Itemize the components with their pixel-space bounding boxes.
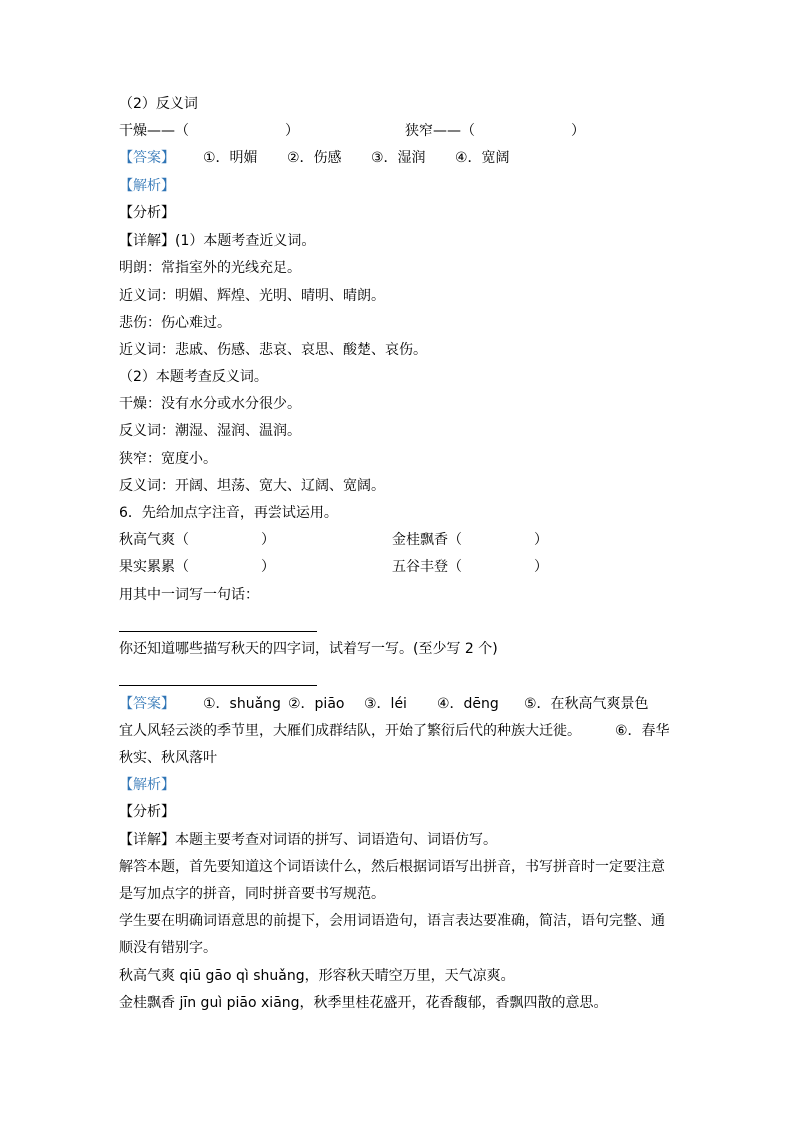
detail-line: 解答本题，首先要知道这个词语读什么，然后根据词语写出拼音，书写拼音时一定要注意 xyxy=(119,859,665,875)
detail-line: 悲伤：伤心难过。 xyxy=(119,315,231,331)
answer-item: ①．明媚 xyxy=(203,150,258,166)
detail-line: 是写加点字的拼音，同时拼音要书写规范。 xyxy=(119,886,385,902)
answer-item: ⑤．在秋高气爽景色 xyxy=(524,696,649,712)
question-title: 6．先给加点字注音，再尝试运用。 xyxy=(119,505,338,521)
question-line xyxy=(405,122,585,140)
more-prompt: 你还知道哪些描写秋天的四字词，试着写一写。(至少写 2 个) xyxy=(119,641,498,657)
detail-line: 近义词：悲戚、伤感、悲哀、哀思、酸楚、哀伤。 xyxy=(119,342,427,358)
blank-label: 狭窄——（ xyxy=(405,123,475,139)
analysis-tag: 【解析】 xyxy=(119,777,175,793)
detail-line: （2）本题考查反义词。 xyxy=(119,369,268,385)
answer-item: ③．léi xyxy=(364,696,407,712)
word-item xyxy=(392,531,548,549)
word-item xyxy=(392,558,548,576)
paren: ） xyxy=(571,123,585,139)
answer-underline xyxy=(119,631,317,632)
detail-line: 明朗：常指室外的光线充足。 xyxy=(119,260,301,276)
detail-line: 反义词：潮湿、湿润、温润。 xyxy=(119,423,301,439)
fenxi-tag: 【分析】 xyxy=(119,804,175,820)
answer-underline xyxy=(119,685,317,686)
word: 果实累累（ xyxy=(119,559,189,575)
word-item xyxy=(119,558,275,576)
word: 五谷丰登（ xyxy=(392,559,462,575)
answer-item: ②．piāo xyxy=(288,696,345,712)
paren: ） xyxy=(285,123,299,139)
answer-item: ⑥．春华 xyxy=(615,723,670,739)
detail-line: 学生要在明确词语意思的前提下，会用词语造句，语言表达要准确，简洁，语句完整、通 xyxy=(119,913,665,929)
paren: ） xyxy=(534,559,548,575)
answer-item: ④．dēng xyxy=(437,696,499,712)
detail-line: 狭窄：宽度小。 xyxy=(119,451,217,467)
detail-line: 金桂飘香 jīn guì piāo xiāng，秋季里桂花盛开，花香馥郁，香飘四散的意思。 xyxy=(119,995,608,1011)
answer-item: ②．伤感 xyxy=(287,150,342,166)
answer-line xyxy=(119,722,670,740)
blank-label: 干燥——（ xyxy=(119,123,189,139)
question-line xyxy=(119,122,299,140)
word-item xyxy=(119,531,275,549)
word: 秋高气爽（ xyxy=(119,532,189,548)
answer-item: ①．shuǎng xyxy=(203,696,281,712)
detail-line: 反义词：开阔、坦荡、宽大、辽阔、宽阔。 xyxy=(119,478,385,494)
fenxi-tag: 【分析】 xyxy=(119,205,175,221)
detail-line: 【详解】(1）本题考查近义词。 xyxy=(119,233,316,249)
detail-line: 秋高气爽 qiū gāo qì shuǎng，形容秋天晴空万里，天气凉爽。 xyxy=(119,968,515,984)
answer-line xyxy=(119,695,649,713)
paren: ） xyxy=(534,532,548,548)
detail-line: 干燥：没有水分或水分很少。 xyxy=(119,396,301,412)
word: 金桂飘香（ xyxy=(392,532,462,548)
paren: ） xyxy=(261,532,275,548)
section-heading: （2）反义词 xyxy=(119,96,198,112)
answer-text: 宜人风轻云淡的季节里，大雁们成群结队，开始了繁衍后代的种族大迁徙。 xyxy=(119,723,581,739)
answer-text: 秋实、秋风落叶 xyxy=(119,750,217,766)
answer-line xyxy=(119,149,510,167)
answer-tag: 【答案】 xyxy=(119,150,175,166)
detail-line: 近义词：明媚、辉煌、光明、晴明、晴朗。 xyxy=(119,288,385,304)
answer-item: ③．湿润 xyxy=(371,150,426,166)
detail-line: 顺没有错别字。 xyxy=(119,940,217,956)
answer-item: ④．宽阔 xyxy=(455,150,510,166)
detail-line: 【详解】本题主要考查对词语的拼写、词语造句、词语仿写。 xyxy=(119,832,497,848)
sentence-prompt: 用其中一词写一句话： xyxy=(119,587,259,603)
paren: ） xyxy=(261,559,275,575)
analysis-tag: 【解析】 xyxy=(119,178,175,194)
answer-tag: 【答案】 xyxy=(119,696,175,712)
